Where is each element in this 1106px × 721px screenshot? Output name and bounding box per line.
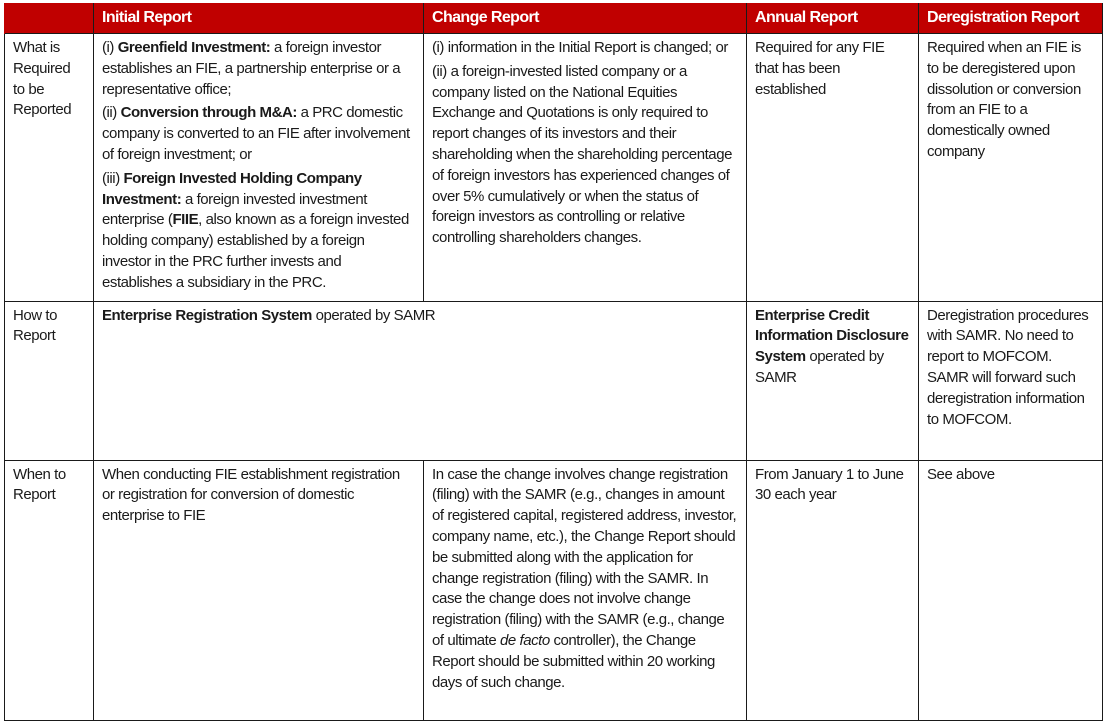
- row-label-when-to-report: When to Report: [5, 460, 94, 720]
- item-text: a foreign investor establishes an FIE, a partnership enterprise or a representative office;: [102, 39, 401, 98]
- header-change-report: Change Report: [424, 3, 747, 34]
- change-timing-text: In case the change involves change registration (filing) with the SAMR (e.g., changes in amount of registered capital, registered address, investor, company name, etc.), the Change Report should be submitted along with the application for change registration (filing) with the SAMR. In case the change does not involve change registration (filing) with the SAMR (e.g., change of ultimate: [432, 465, 737, 649]
- cell-annual-what-required: Required for any FIE that has been established: [747, 34, 919, 302]
- item-prefix: (iii): [102, 169, 124, 187]
- header-corner: [5, 3, 94, 34]
- row-label-how-to-report: How to Report: [5, 301, 94, 460]
- cell-annual-how-to-report: [747, 301, 919, 460]
- change-timing-text: controller), the Change Report should be submitted within 20 working days of such change.: [432, 631, 715, 691]
- system-name: Enterprise Registration System: [102, 306, 312, 324]
- cell-change-what-required: [424, 34, 747, 302]
- reporting-requirements-page: [4, 3, 1102, 719]
- cell-dereg-how-to-report: Deregistration procedures with SAMR. No need to report to MOFCOM. SAMR will forward such deregistration information to MOFCOM.: [919, 301, 1103, 460]
- item-prefix: (i): [102, 39, 118, 56]
- system-operator: operated by SAMR: [755, 348, 884, 386]
- header-initial-report: Initial Report: [94, 3, 424, 34]
- item-term: Foreign Invested Holding Company Investment:: [102, 169, 362, 208]
- system-name: Enterprise Credit Information Disclosure System: [755, 306, 909, 366]
- item-prefix: (ii): [102, 104, 121, 122]
- de-facto-term: de facto: [499, 631, 550, 649]
- header-row: [5, 3, 1103, 34]
- item-term: Greenfield Investment:: [117, 39, 271, 56]
- item-term-fiie: FIIE: [172, 211, 199, 229]
- item-text: a PRC domestic company is converted to an FIE after involvement of foreign investment; or: [102, 104, 410, 163]
- header-annual-report: Annual Report: [747, 3, 919, 34]
- header-deregistration-report: Deregistration Report: [919, 3, 1103, 34]
- reporting-requirements-table: [4, 3, 1103, 721]
- initial-item-conversion: [102, 103, 415, 165]
- cell-change-when-to-report: [424, 460, 747, 720]
- cell-initial-what-required: [94, 34, 424, 302]
- initial-item-holding-company: [102, 169, 415, 294]
- cell-initial-when-to-report: When conducting FIE establishment registration or registration for conversion of domestic enterprise to FIE: [94, 460, 424, 720]
- cell-annual-when-to-report: From January 1 to June 30 each year: [747, 460, 919, 720]
- item-text: a foreign invested investment enterprise (: [102, 190, 368, 229]
- item-term: Conversion through M&A:: [120, 104, 297, 122]
- row-label-what-required: What is Required to be Reported: [5, 34, 94, 302]
- table-row-what-required: [5, 34, 1103, 302]
- change-item-2: (ii) a foreign-invested listed company or a company listed on the National Equities Exchange and Quotations is only required to report changes of its investors and their shareholding when the shareholding percentage of foreign investors has experienced changes of over 5% cumulatively or when the status of foreign investors as controlling or relative controlling shareholders changes.: [432, 62, 732, 247]
- table-row-when-to-report: [5, 460, 1103, 720]
- cell-dereg-what-required: Required when an FIE is to be deregistered upon dissolution or conversion from an FIE to a domestically owned company: [919, 34, 1103, 302]
- system-operator: operated by SAMR: [311, 306, 436, 324]
- initial-item-greenfield: [102, 38, 415, 100]
- table-row-how-to-report: [5, 301, 1103, 460]
- item-text: , also known as a foreign invested holding company) established by a foreign investor in the PRC further invests and establishes a subsidiary in the PRC.: [102, 211, 409, 291]
- change-item-1: (i) information in the Initial Report is changed; or: [432, 39, 728, 56]
- cell-initial-change-how-to-report: [94, 301, 747, 460]
- cell-dereg-when-to-report: See above: [919, 460, 1103, 720]
